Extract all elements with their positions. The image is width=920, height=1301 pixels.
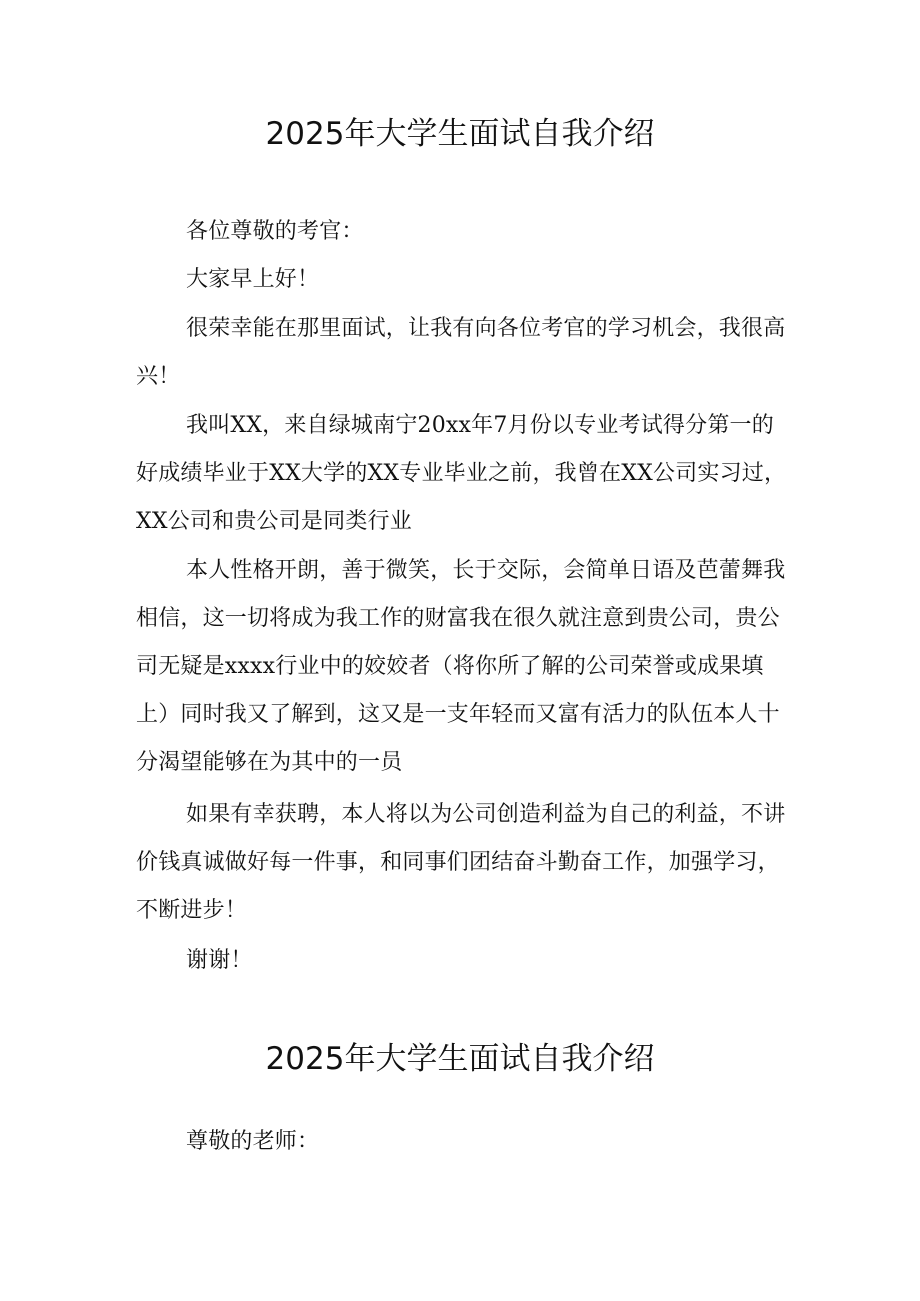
section2-title: 2025年大学生面试自我介绍 [265, 1041, 655, 1077]
closing-thanks: 谢谢！ [186, 948, 253, 973]
greeting-examiners: 各位尊敬的考官： [186, 219, 364, 244]
paragraph-honored: 很荣幸能在那里面试，让我有向各位考官的学习机会，我很高兴！ [136, 316, 786, 389]
paragraph-introduction: 我叫XX，来自绿城南宁20xx年7月份以专业考试得分第一的好成绩毕业于XX大学的XX专业毕业之前，我曾在XX公司实习过，XX公司和贵公司是同类行业 [136, 413, 787, 534]
paragraph-commitment: 如果有幸获聘，本人将以为公司创造利益为自己的利益，不讲价钱真诚做好每一件事，和同事们团结奋斗勤奋工作，加强学习，不断进步！ [136, 802, 786, 923]
paragraph-personality: 本人性格开朗，善于微笑，长于交际，会简单日语及芭蕾舞我相信，这一切将成为我工作的财富我在很久就注意到贵公司，贵公司无疑是xxxx行业中的姣姣者（将你所了解的公司荣誉或成果填上）同时我又了解到，这又是一支年轻而又富有活力的队伍本人十分渴望能够在为其中的一员 [136, 558, 786, 775]
greeting-morning: 大家早上好！ [186, 267, 320, 292]
greeting-teacher: 尊敬的老师： [186, 1129, 320, 1154]
section1-title: 2025年大学生面试自我介绍 [265, 116, 655, 152]
